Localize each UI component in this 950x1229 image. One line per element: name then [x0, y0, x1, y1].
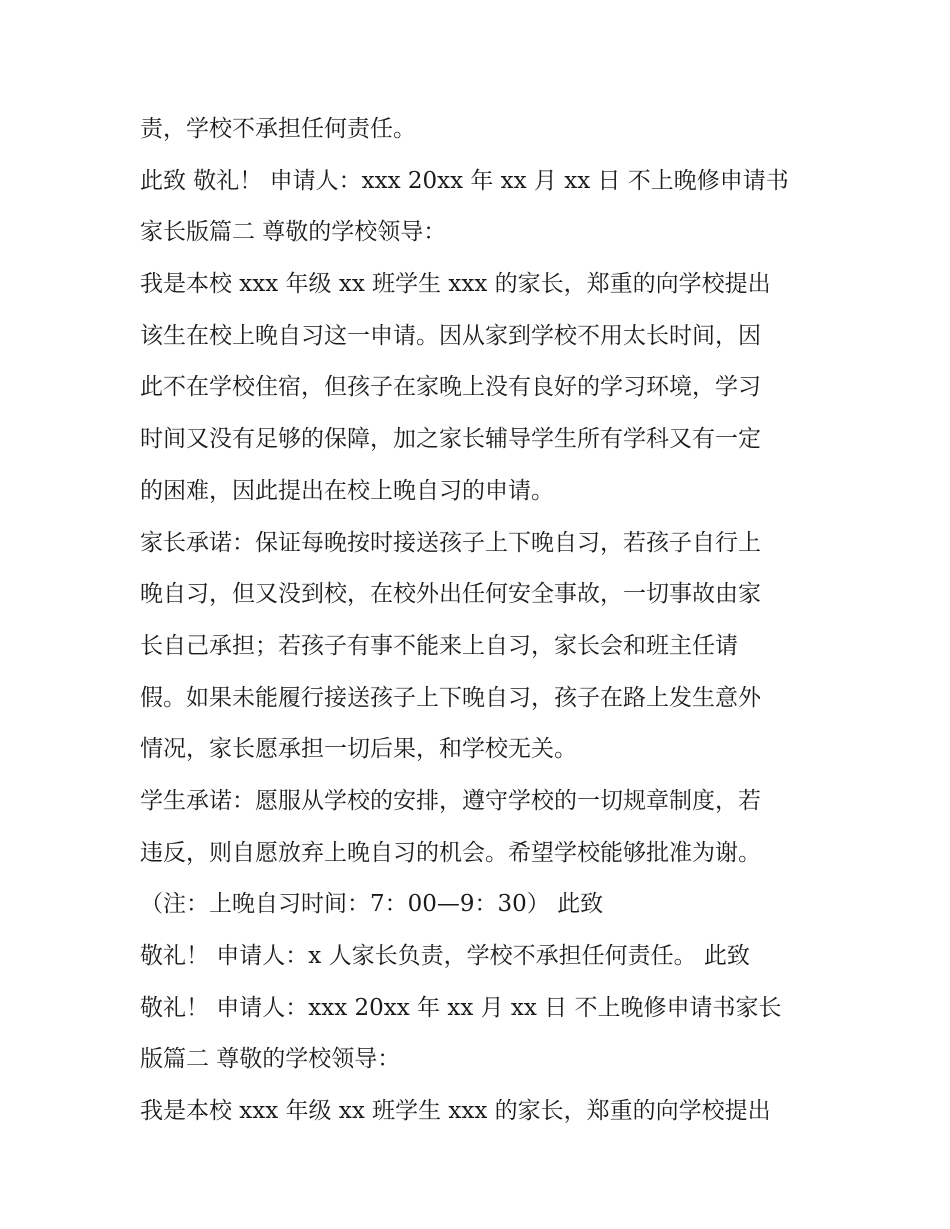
text-line: 责，学校不承担任何责任。 — [140, 116, 416, 142]
text-line: 时间又没有足够的保障，加之家长辅导学生所有学科又有一定 — [140, 426, 761, 453]
text-line: 违反，则自愿放弃上晚自习的机会。希望学校能够批准为谢。 — [140, 839, 761, 866]
text-line: 晚自习，但又没到校，在校外出任何安全事故，一切事故由家 — [140, 581, 761, 608]
text-line: 该生在校上晚自习这一申请。因从家到学校不用太长时间，因 — [140, 322, 761, 349]
text-line: 假。如果未能履行接送孩子上下晚自习，孩子在路上发生意外 — [140, 684, 761, 711]
text-line: 敬礼！ 申请人：xxx 20xx 年 xx 月 xx 日 不上晚修申请书家长 — [140, 994, 782, 1021]
text-line: （注：上晚自习时间：7：00—9：30） 此致 — [140, 891, 604, 918]
document-body — [140, 104, 820, 1138]
text-line: 的困难，因此提出在校上晚自习的申请。 — [140, 477, 554, 504]
text-line: 此不在学校住宿，但孩子在家晚上没有良好的学习环境，学习 — [140, 374, 761, 401]
text-line: 家长承诺：保证每晚按时接送孩子上下晚自习，若孩子自行上 — [140, 529, 761, 556]
text-line: 我是本校 xxx 年级 xx 班学生 xxx 的家长，郑重的向学校提出 — [140, 271, 771, 298]
text-line: 学生承诺：愿服从学校的安排，遵守学校的一切规章制度，若 — [140, 787, 761, 814]
text-line: 情况，家长愿承担一切后果，和学校无关。 — [140, 736, 577, 763]
text-line: 我是本校 xxx 年级 xx 班学生 xxx 的家长，郑重的向学校提出 — [140, 1098, 771, 1125]
text-line: 版篇二 尊敬的学校领导： — [140, 1046, 401, 1073]
text-line: 家长版篇二 尊敬的学校领导： — [140, 219, 447, 246]
text-line: 此致 敬礼！ 申请人：xxx 20xx 年 xx 月 xx 日 不上晚修申请书 — [140, 167, 789, 194]
text-line: 长自己承担；若孩子有事不能来上自习，家长会和班主任请 — [140, 632, 738, 659]
text-line: 敬礼！ 申请人：x 人家长负责，学校不承担任何责任。 此致 — [140, 943, 750, 969]
